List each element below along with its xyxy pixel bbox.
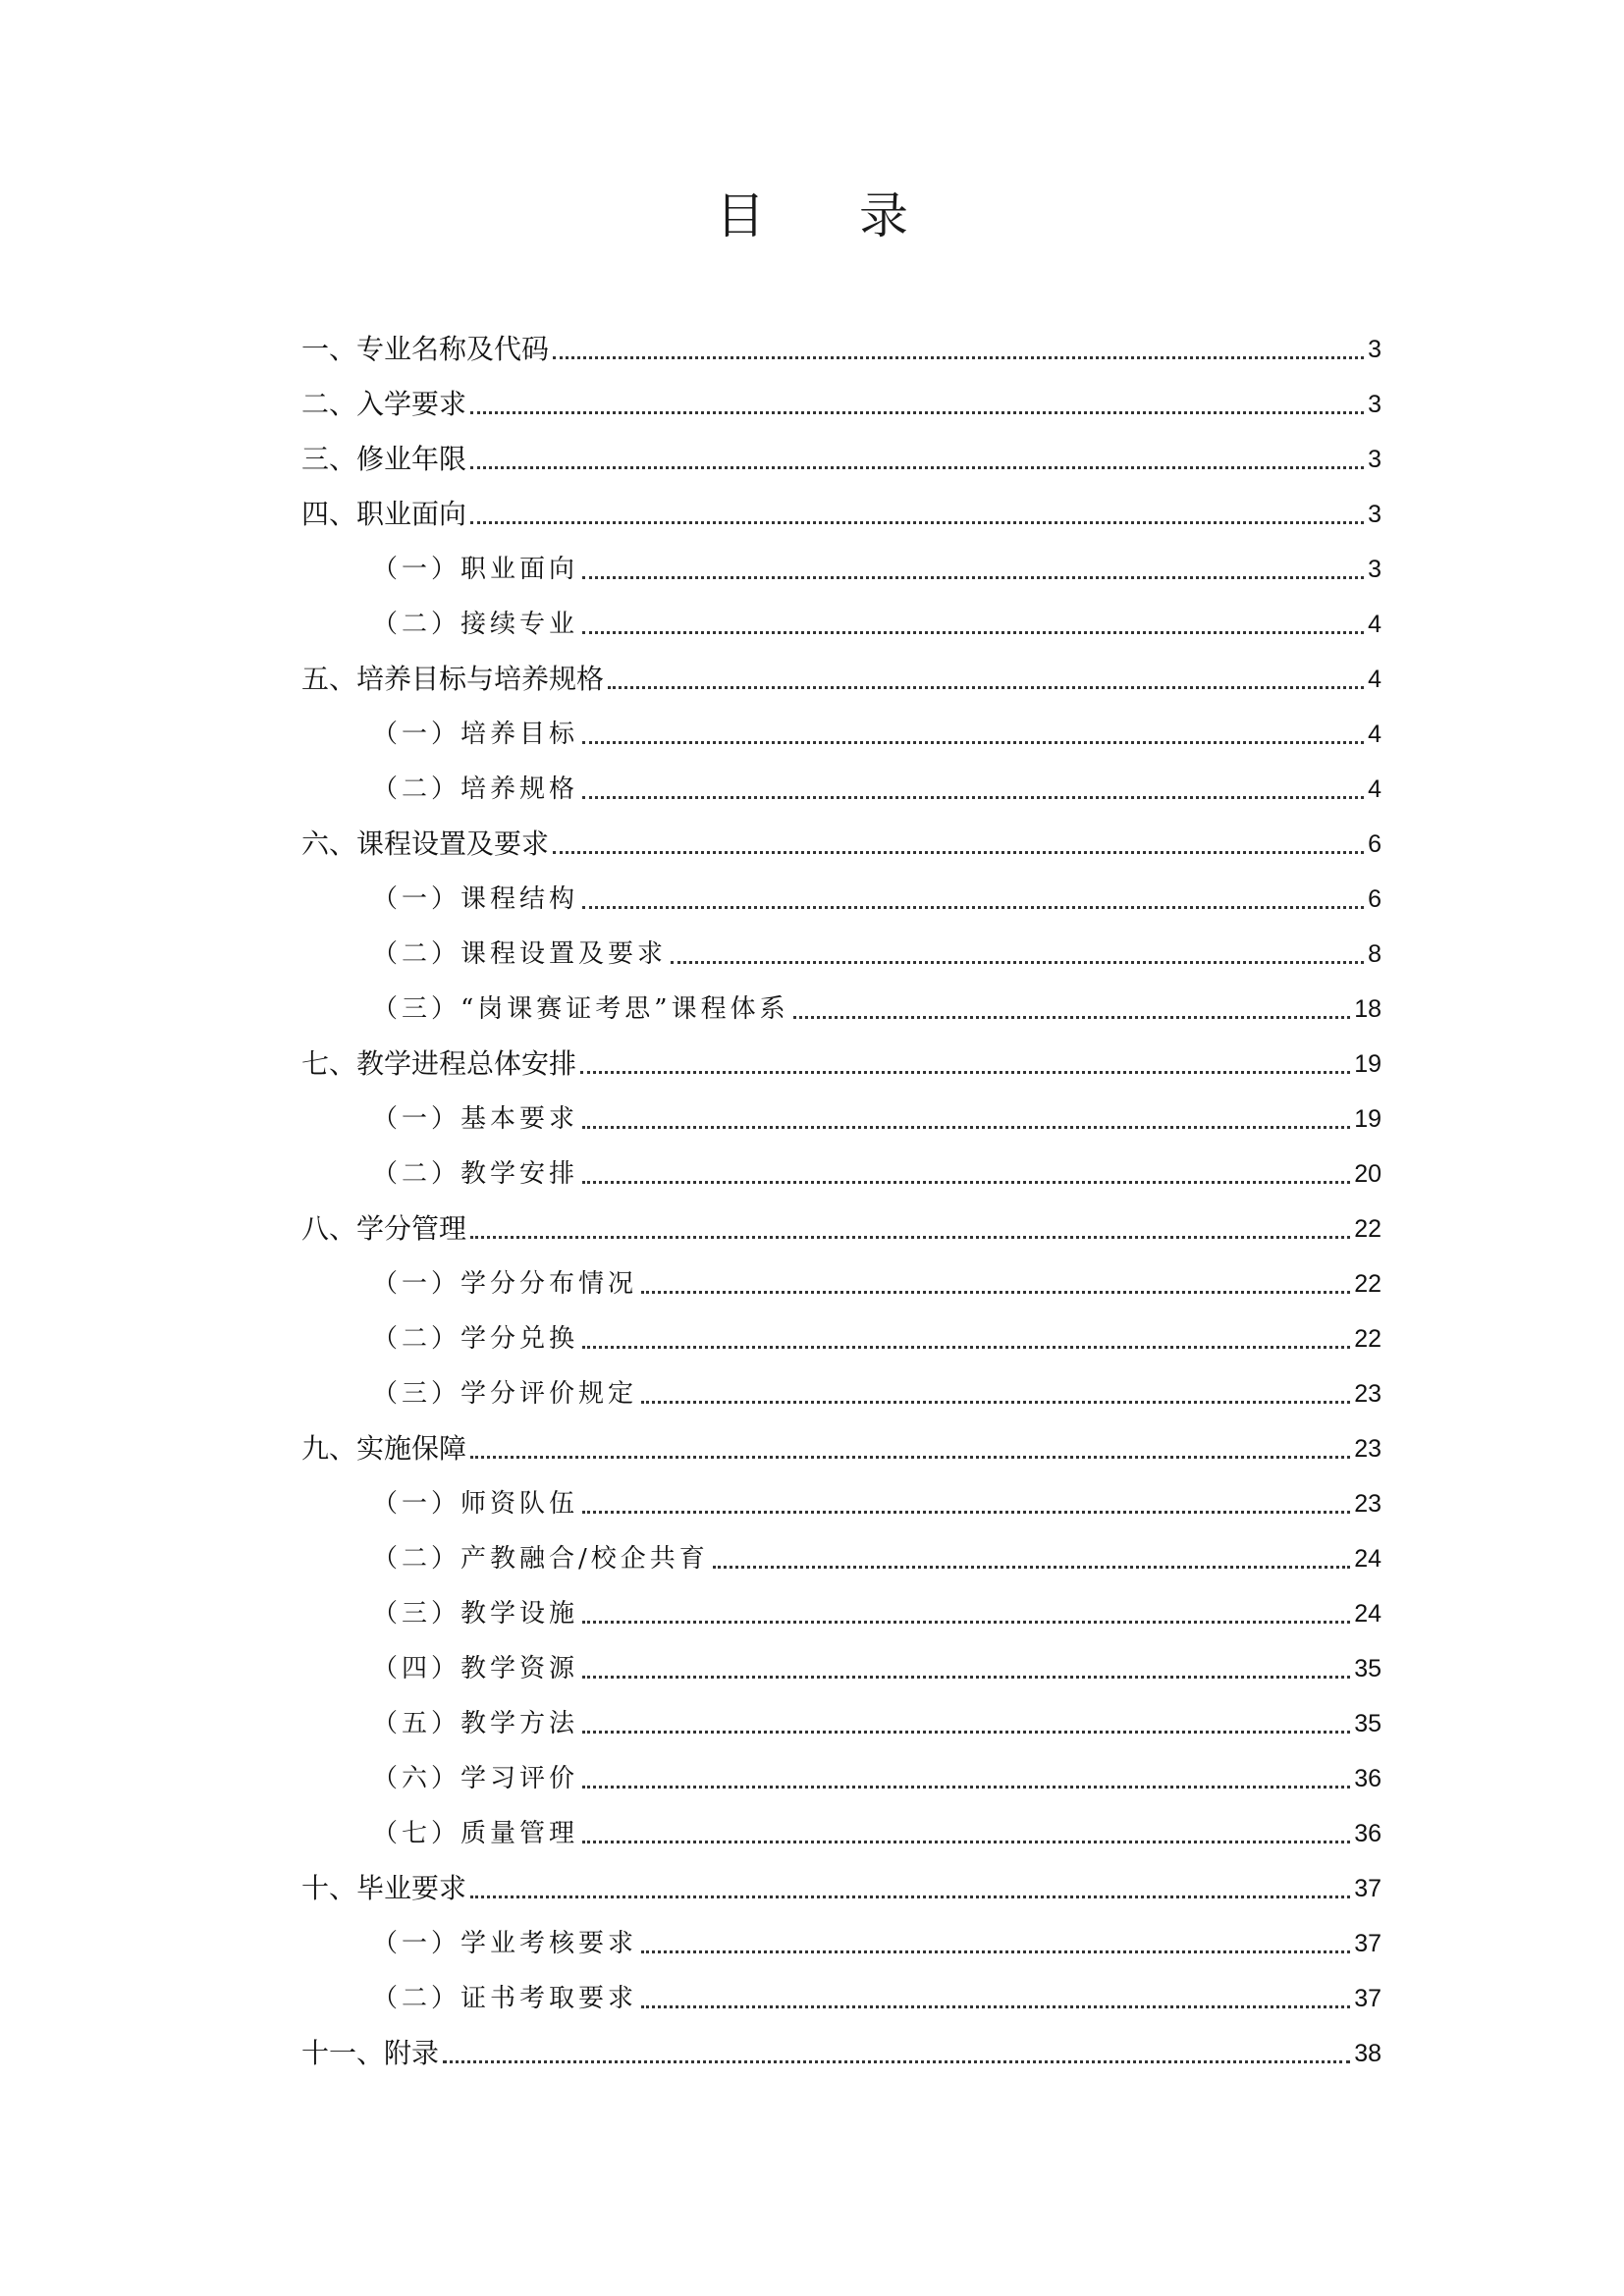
toc-subsection-entry[interactable]	[301, 1471, 1381, 1526]
toc-subsection-entry[interactable]	[301, 1526, 1381, 1581]
toc-section-entry[interactable]	[301, 1856, 1381, 1911]
toc-page-number: 23	[1354, 1435, 1381, 1463]
toc-page-number: 22	[1354, 1325, 1381, 1353]
dot-leader	[582, 1841, 1350, 1843]
dot-leader	[582, 576, 1364, 579]
toc-page-number: 22	[1354, 1270, 1381, 1298]
toc-entry-label: 五、培养目标与培养规格	[301, 663, 605, 695]
toc-page-number: 19	[1354, 1105, 1381, 1133]
toc-subsection-entry[interactable]	[301, 1307, 1381, 1362]
toc-page-number: 35	[1354, 1655, 1381, 1682]
dot-leader	[553, 356, 1364, 359]
toc-page-number: 20	[1354, 1160, 1381, 1188]
toc-entry-label: （一）培养目标	[372, 720, 579, 749]
toc-subsection-entry[interactable]	[301, 1142, 1381, 1197]
dot-leader	[713, 1566, 1350, 1569]
toc-entry-label: （一）师资队伍	[372, 1489, 579, 1519]
toc-entry-label: 十一、附录	[301, 2037, 440, 2069]
toc-page-number: 37	[1354, 1985, 1381, 2012]
dot-leader	[470, 411, 1364, 414]
toc-entry-label: （二）接续专业	[372, 610, 579, 639]
toc-section-entry[interactable]	[301, 427, 1381, 482]
toc-entry-label: （二）课程设置及要求	[372, 939, 668, 969]
dot-leader	[582, 741, 1364, 744]
toc-page-number: 23	[1354, 1490, 1381, 1518]
toc-entry-label: （三）教学设施	[372, 1599, 579, 1629]
toc-entry-label: （三）学分评价规定	[372, 1379, 638, 1409]
toc-page-number: 3	[1368, 391, 1381, 418]
dot-leader	[470, 1456, 1350, 1459]
dot-leader	[582, 1346, 1350, 1349]
toc-section-entry[interactable]	[301, 812, 1381, 867]
toc-entry-label: （一）职业面向	[372, 555, 579, 584]
toc-entry-label: （一）学业考核要求	[372, 1929, 638, 1958]
toc-entry-label: （四）教学资源	[372, 1654, 579, 1683]
dot-leader	[582, 796, 1364, 799]
toc-subsection-entry[interactable]	[301, 702, 1381, 757]
dot-leader	[582, 631, 1364, 634]
toc-entry-label: 七、教学进程总体安排	[301, 1047, 577, 1080]
dot-leader	[470, 1896, 1350, 1898]
toc-subsection-entry[interactable]	[301, 1746, 1381, 1801]
dot-leader	[582, 1511, 1350, 1514]
toc-page-number: 4	[1368, 775, 1381, 803]
dot-leader	[608, 686, 1364, 689]
dot-leader	[443, 2060, 1350, 2063]
toc-page-number: 35	[1354, 1710, 1381, 1737]
toc-subsection-entry[interactable]	[301, 1801, 1381, 1856]
toc-page-number: 38	[1354, 2040, 1381, 2067]
dot-leader	[470, 1236, 1350, 1239]
toc-page-number: 18	[1354, 995, 1381, 1023]
dot-leader	[582, 1676, 1350, 1679]
dot-leader	[641, 2005, 1350, 2008]
dot-leader	[582, 906, 1364, 909]
toc-entry-label: （三）“岗课赛证考思”课程体系	[372, 994, 789, 1024]
toc-subsection-entry[interactable]	[301, 1966, 1381, 2021]
dot-leader	[582, 1731, 1350, 1734]
toc-page-number: 4	[1368, 666, 1381, 693]
toc-subsection-entry[interactable]	[301, 1691, 1381, 1746]
toc-page-number: 37	[1354, 1930, 1381, 1957]
toc-page-number: 4	[1368, 611, 1381, 638]
toc-section-entry[interactable]	[301, 317, 1381, 372]
toc-subsection-entry[interactable]	[301, 592, 1381, 647]
toc-page-number: 3	[1368, 501, 1381, 528]
dot-leader	[580, 1071, 1350, 1074]
toc-entry-label: 二、入学要求	[301, 388, 467, 420]
toc-section-entry[interactable]	[301, 2021, 1381, 2076]
dot-leader	[641, 1291, 1350, 1294]
toc-entry-label: （一）基本要求	[372, 1104, 579, 1134]
dot-leader	[553, 851, 1364, 854]
toc-subsection-entry[interactable]	[301, 1362, 1381, 1416]
toc-page-number: 24	[1354, 1545, 1381, 1573]
toc-page-number: 4	[1368, 721, 1381, 748]
toc-subsection-entry[interactable]	[301, 977, 1381, 1032]
dot-leader	[470, 521, 1364, 524]
table-of-contents	[301, 317, 1381, 2076]
toc-page-number: 19	[1354, 1050, 1381, 1078]
toc-entry-label: 十、毕业要求	[301, 1872, 467, 1904]
dot-leader	[641, 1950, 1350, 1953]
page-title: 目 录	[716, 187, 947, 244]
toc-entry-label: （一）学分分布情况	[372, 1269, 638, 1299]
toc-subsection-entry[interactable]	[301, 1252, 1381, 1307]
toc-entry-label: 四、职业面向	[301, 498, 467, 530]
toc-page-number: 36	[1354, 1820, 1381, 1847]
toc-subsection-entry[interactable]	[301, 867, 1381, 922]
toc-section-entry[interactable]	[301, 1197, 1381, 1252]
dot-leader	[470, 466, 1364, 469]
toc-entry-label: 九、实施保障	[301, 1432, 467, 1465]
dot-leader	[641, 1401, 1350, 1404]
toc-subsection-entry[interactable]	[301, 1636, 1381, 1691]
toc-page-number: 8	[1368, 940, 1381, 968]
toc-entry-label: （七）质量管理	[372, 1819, 579, 1848]
toc-page-number: 23	[1354, 1380, 1381, 1408]
toc-page-number: 3	[1368, 446, 1381, 473]
dot-leader	[793, 1016, 1351, 1019]
toc-entry-label: （二）培养规格	[372, 774, 579, 804]
toc-entry-label: （二）学分兑换	[372, 1324, 579, 1354]
dot-leader	[582, 1181, 1350, 1184]
toc-entry-label: 一、专业名称及代码	[301, 333, 550, 365]
toc-page-number: 3	[1368, 336, 1381, 363]
toc-page-number: 22	[1354, 1215, 1381, 1243]
toc-subsection-entry[interactable]	[301, 757, 1381, 812]
dot-leader	[582, 1621, 1350, 1624]
toc-entry-label: 六、课程设置及要求	[301, 828, 550, 860]
toc-entry-label: 八、学分管理	[301, 1212, 467, 1245]
toc-page-number: 6	[1368, 830, 1381, 858]
toc-entry-label: （一）课程结构	[372, 884, 579, 914]
toc-page-number: 3	[1368, 556, 1381, 583]
toc-section-entry[interactable]	[301, 1032, 1381, 1087]
toc-entry-label: （六）学习评价	[372, 1764, 579, 1793]
toc-subsection-entry[interactable]	[301, 1087, 1381, 1142]
toc-entry-label: （二）教学安排	[372, 1159, 579, 1189]
toc-entry-label: （五）教学方法	[372, 1709, 579, 1738]
toc-page-number: 6	[1368, 885, 1381, 913]
toc-subsection-entry[interactable]	[301, 922, 1381, 977]
toc-section-entry[interactable]	[301, 372, 1381, 427]
toc-entry-label: 三、修业年限	[301, 443, 467, 475]
dot-leader	[582, 1786, 1350, 1789]
toc-subsection-entry[interactable]	[301, 537, 1381, 592]
toc-page-number: 37	[1354, 1875, 1381, 1902]
toc-section-entry[interactable]	[301, 482, 1381, 537]
toc-subsection-entry[interactable]	[301, 1581, 1381, 1636]
toc-page-number: 36	[1354, 1765, 1381, 1792]
dot-leader	[582, 1126, 1350, 1129]
toc-section-entry[interactable]	[301, 647, 1381, 702]
toc-subsection-entry[interactable]	[301, 1911, 1381, 1966]
toc-entry-label: （二）证书考取要求	[372, 1984, 638, 2013]
toc-page-number: 24	[1354, 1600, 1381, 1628]
dot-leader	[671, 961, 1364, 964]
toc-section-entry[interactable]	[301, 1416, 1381, 1471]
toc-entry-label: （二）产教融合/校企共育	[372, 1544, 709, 1574]
